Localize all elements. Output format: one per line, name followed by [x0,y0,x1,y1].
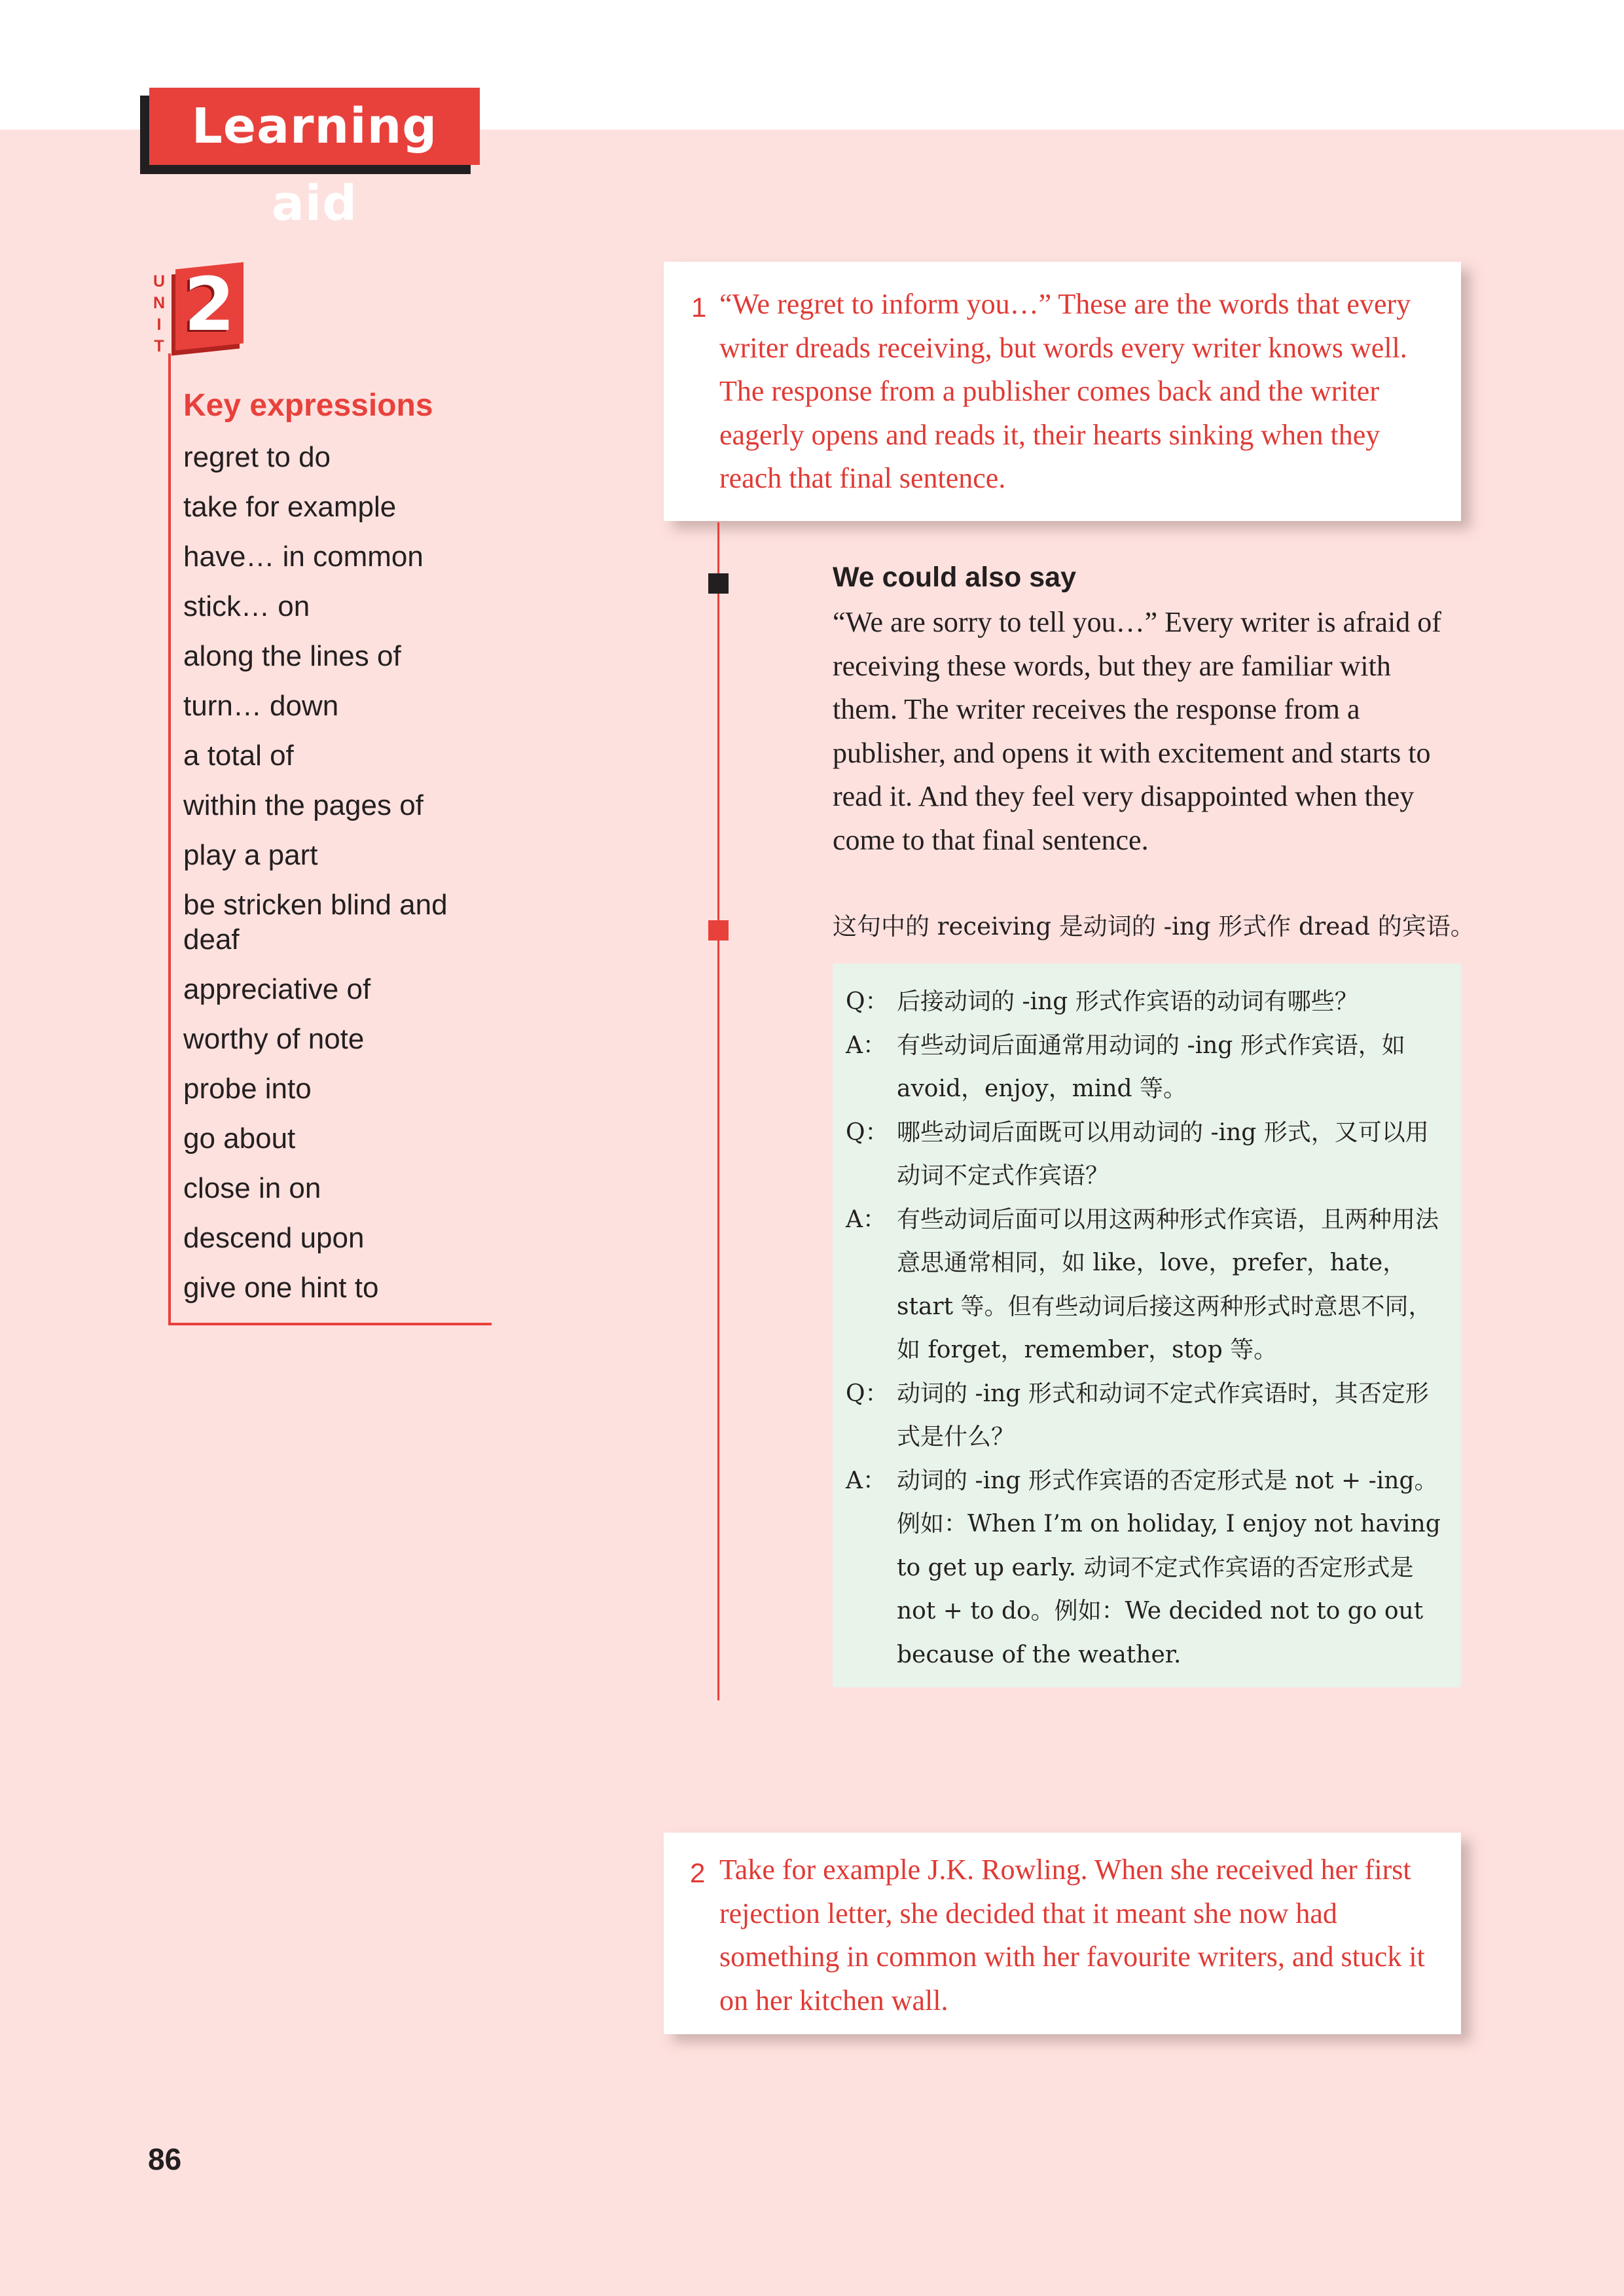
key-expression-item: close in on [183,1172,321,1204]
page-number: 86 [148,2142,182,2176]
unit-number: 2 [184,262,235,348]
timeline-line [717,522,719,1700]
qa-label: A： [846,1467,886,1494]
qa-text: 有些动词后面可以用这两种形式作宾语，且两种用法意思通常相同，如 like，love，prefer，hate，start 等。但有些动词后接这两种形式时意思不同，如 forget，remember，stop 等。 [897,1206,1439,1363]
passage-2-number: 2 [690,1857,706,1888]
key-expressions-title: Key expressions [183,388,433,423]
unit-letter: U [153,272,166,291]
qa-label: Q： [846,1380,889,1407]
key-expression-item: a total of [183,740,294,772]
key-expression-item: be stricken blind and deaf [183,889,448,956]
grammar-note: 这句中的 receiving 是动词的 -ing 形式作 dread 的宾语。 [833,912,1475,941]
qa-item [846,1372,1448,1460]
qa-text: 哪些动词后面既可以用动词的 -ing 形式，又可以用动词不定式作宾语？ [897,1119,1429,1189]
unit-letter: I [156,315,162,334]
key-expression-item: appreciative of [183,973,371,1005]
qa-item [846,1198,1448,1372]
key-expressions-bottom-rule [168,1323,492,1325]
key-expressions-rule [168,353,171,1325]
qa-label: A： [846,1031,886,1059]
qa-text: 动词的 -ing 形式和动词不定式作宾语时，其否定形式是什么？ [897,1380,1429,1450]
qa-item [846,1111,1448,1198]
key-expression-item: give one hint to [183,1272,379,1304]
qa-label: Q： [846,1119,889,1146]
key-expression-item: regret to do [183,441,331,473]
qa-label: A： [846,1206,886,1233]
key-expressions-list [183,440,471,1320]
unit-label [151,271,167,357]
qa-item [846,980,1448,1024]
qa-item [846,1460,1448,1677]
qa-text: 后接动词的 -ing 形式作宾语的动词有哪些？ [897,988,1358,1015]
key-expression-item: take for example [183,491,397,523]
key-expression-item: worthy of note [183,1023,365,1055]
timeline-marker-dark [708,573,729,594]
passage-1-text: “We regret to inform you…” These are the words that every writer dreads receiving, but words every writer knows well. The response from a publisher comes back and the writer eagerly opens and reads it, their hearts sinking when they reach that final sentence. [719,288,1411,494]
key-expression-item: probe into [183,1073,312,1105]
also-say-heading: We could also say [833,562,1077,593]
passage-1-number: 1 [691,292,707,323]
also-say-text: “We are sorry to tell you…” Every writer is afraid of receiving these words, but they are familiar with them. The writer receives the response from a publisher, and opens it with excitement and starts to read it. And they feel very disappointed when they come to that final sentence. [833,606,1441,856]
key-expression-item: stick… on [183,590,310,622]
key-expression-item: turn… down [183,690,339,722]
key-expression-item: have… in common [183,541,424,573]
key-expression-item: play a part [183,839,318,871]
learning-aid-tab: Learning aid [149,88,480,165]
key-expression-item: within the pages of [183,789,424,821]
key-expression-item: along the lines of [183,640,401,672]
qa-label: Q： [846,988,889,1015]
unit-letter: N [153,294,166,312]
qa-text: 有些动词后面通常用动词的 -ing 形式作宾语，如 avoid，enjoy，mind 等。 [897,1031,1405,1102]
unit-letter: T [154,337,164,355]
passage-2-text: Take for example J.K. Rowling. When she received her first rejection letter, she decided that it meant she now had something in common with her favourite writers, and stuck it on her kitchen wall. [719,1854,1425,2017]
key-expression-item: descend upon [183,1222,365,1254]
qa-list [846,980,1448,1677]
timeline-marker-red [708,920,729,941]
key-expression-item: go about [183,1122,296,1155]
qa-text: 动词的 -ing 形式作宾语的否定形式是 not + -ing。例如：When I’m on holiday, I enjoy not having to get up early. 动词不定式作宾语的否定形式是 not + to do。例如：We decided not to go out because of the weather. [897,1467,1441,1668]
qa-item [846,1024,1448,1111]
